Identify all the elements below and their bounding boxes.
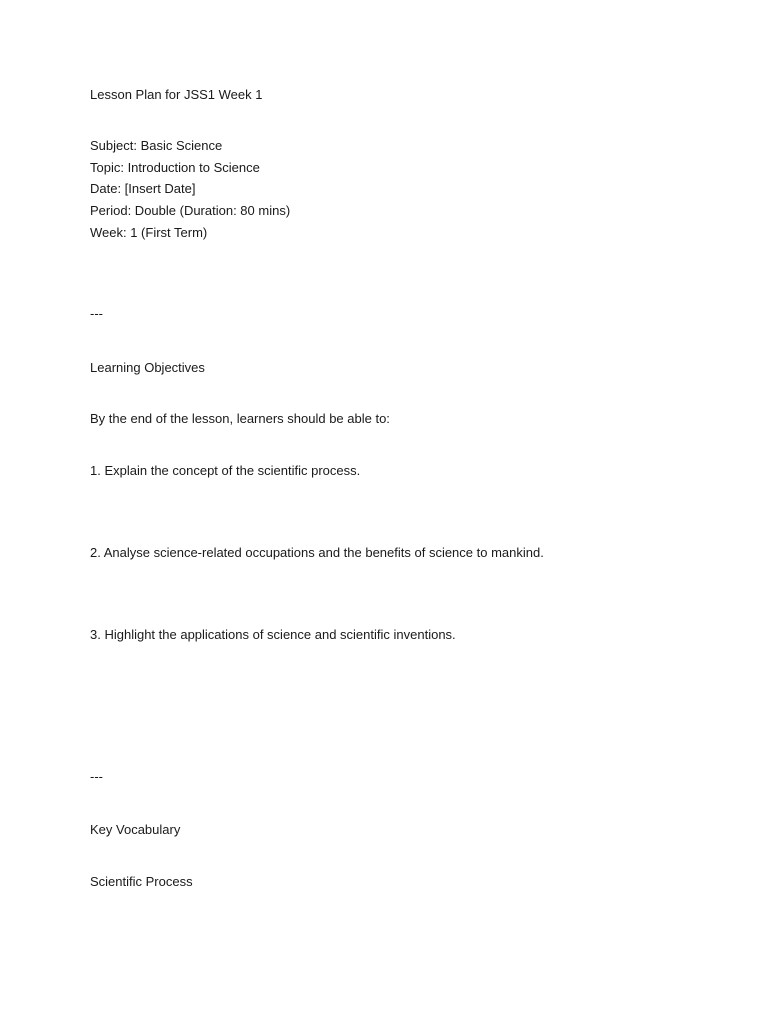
objective-item: 2. Analyse science-related occupations and the benefits of science to mankind. [90,545,544,560]
topic-line: Topic: Introduction to Science [90,160,260,175]
separator: --- [90,306,103,321]
vocabulary-heading: Key Vocabulary [90,822,181,837]
period-line: Period: Double (Duration: 80 mins) [90,203,291,218]
date-line: Date: [Insert Date] [90,181,196,196]
objective-item: 3. Highlight the applications of science and scientific inventions. [90,627,456,642]
objectives-heading: Learning Objectives [90,360,205,375]
week-line: Week: 1 (First Term) [90,225,208,240]
vocabulary-item: Scientific Process [90,874,193,889]
subject-line: Subject: Basic Science [90,138,223,153]
separator: --- [90,769,103,784]
objective-item: 1. Explain the concept of the scientific process. [90,463,361,478]
objectives-intro: By the end of the lesson, learners should be able to: [90,411,390,426]
document-title: Lesson Plan for JSS1 Week 1 [90,87,263,102]
